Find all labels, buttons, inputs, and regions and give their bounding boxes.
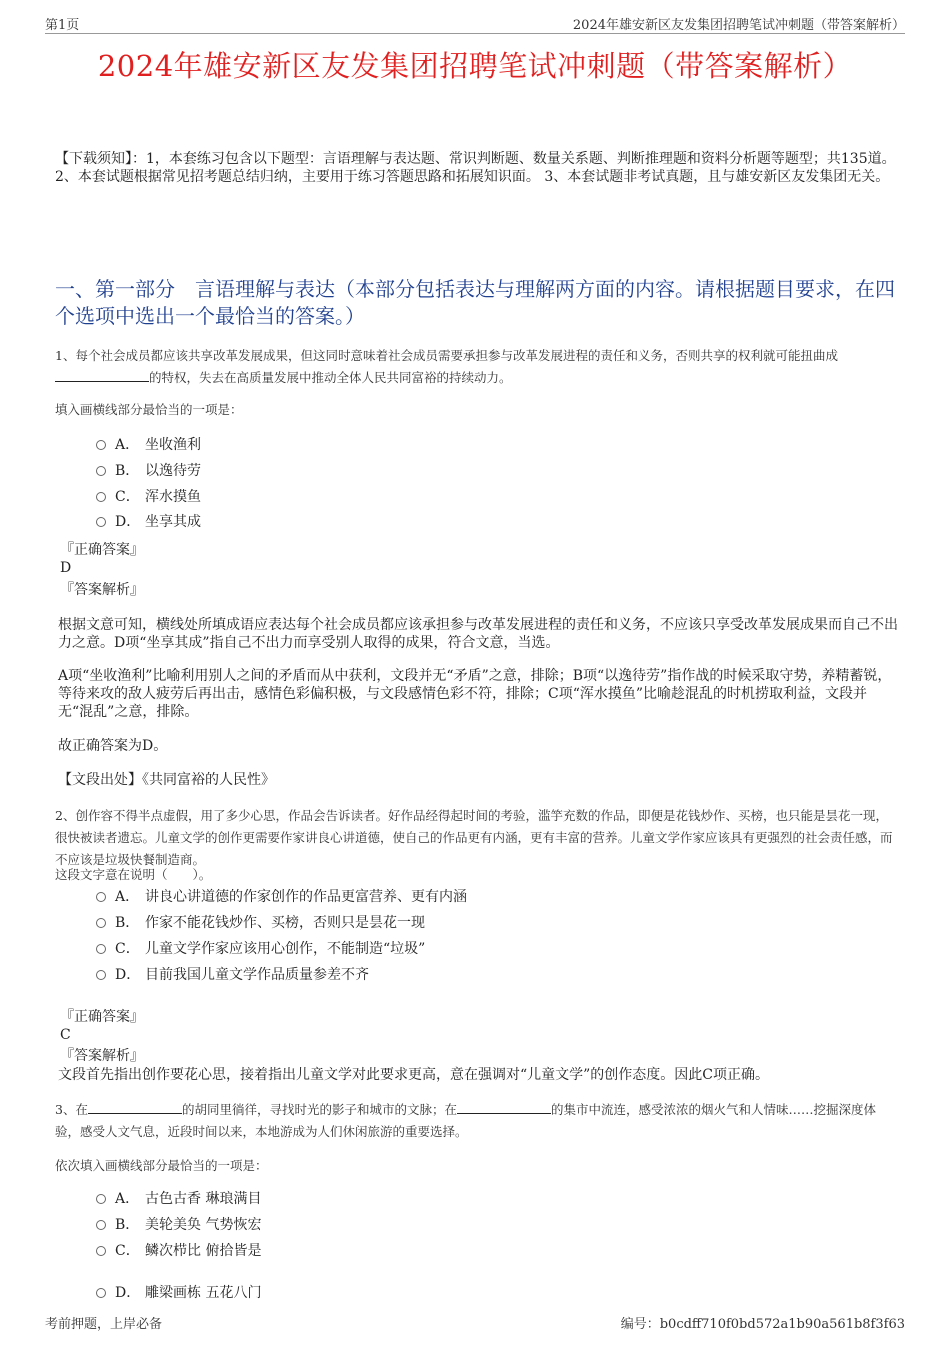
question-3-option-c[interactable] [96, 1241, 261, 1261]
analysis-paragraph: 文段首先指出创作要花心思，接着指出儿童文学对此要求更高，意在强调对“儿童文学”的创作态度。因此C项正确。 [58, 1067, 770, 1083]
question-1-prompt: 填入画横线部分最恰当的一项是： [55, 402, 243, 417]
question-3-option-d[interactable] [96, 1283, 261, 1303]
question-1-stem [55, 345, 900, 389]
question-2-stem: 2、创作容不得半点虚假，用了多少心思，作品会告诉读者。好作品经得起时间的考验，滥竽充数的作品，即便是花钱炒作、买榜，也只能是昙花一现，很快被读者遗忘。儿童文学的创作更需要作家讲良心讲道德，使自己的作品更有内涵，更有丰富的营养。儿童文学作家应该具有更强烈的社会责任感，而不应该是垃圾快餐制造商。 [55, 808, 893, 867]
radio-icon[interactable] [96, 440, 106, 450]
analysis-paragraph: A项“坐收渔利”比喻利用别人之间的矛盾而从中获利，文段并无“矛盾”之意，排除；B项“以逸待劳”指作战的时候采取守势，养精蓄锐，等待来攻的敌人疲劳后再出击，感情色彩偏积极，与文段感情色彩不符，排除；C项“浑水摸鱼”比喻趁混乱的时机捞取利益，文段并无“混乱”之意，排除。 [58, 668, 892, 720]
footer-serial-number: 编号：b0cdff710f0bd572a1b90a561b8f3f63 [620, 1317, 905, 1332]
analysis-label: 『答案解析』 [60, 582, 144, 598]
analysis-conclusion: 故正确答案为D。 [58, 738, 168, 754]
option-label: A． [115, 437, 140, 453]
question-1-option-a[interactable] [96, 435, 201, 455]
question-2-prompt: 这段文字意在说明（ ）。 [55, 867, 212, 882]
radio-icon[interactable] [96, 517, 106, 527]
question-1-option-c[interactable] [96, 487, 201, 507]
correct-answer-label: 『正确答案』 [60, 1009, 144, 1025]
option-label: B． [115, 915, 140, 931]
analysis-label: 『答案解析』 [60, 1048, 144, 1064]
option-text: 雕梁画栋 五花八门 [145, 1285, 262, 1301]
question-1-stem-before: 1、每个社会成员都应该共享改革发展成果，但这同时意味着社会成员需要承担参与改革发展进程的责任和义务，否则共享的权利就可能扭曲成 [55, 348, 838, 363]
question-2-option-d[interactable] [96, 965, 369, 985]
radio-icon[interactable] [96, 892, 106, 902]
option-label: B． [115, 1217, 140, 1233]
source-citation: 【文段出处】《共同富裕的人民性》 [58, 772, 275, 788]
option-label: C． [115, 941, 140, 957]
question-3-option-b[interactable] [96, 1215, 261, 1235]
question-3-stem-part: 的集市中流连，感受浓浓的烟火气和人情味……挖掘深度体验，感受人文气息，近段时间以来，本地游成为人们休闲旅游的重要选择。 [55, 1102, 876, 1139]
correct-answer-value: D [60, 560, 72, 576]
option-text: 讲良心讲道德的作家创作的作品更富营养、更有内涵 [145, 889, 467, 905]
option-label: B． [115, 463, 140, 479]
option-text: 儿童文学作家应该用心创作，不能制造“垃圾” [145, 941, 426, 957]
question-3-stem-part: 3、在 [55, 1102, 88, 1117]
question-2-option-c[interactable] [96, 939, 425, 959]
page-title: 2024年雄安新区友发集团招聘笔试冲刺题（带答案解析） [97, 49, 853, 83]
section-heading: 一、第一部分 言语理解与表达（本部分包括表达与理解两方面的内容。请根据题目要求，在四个选项中选出一个最恰当的答案。） [55, 277, 895, 328]
radio-icon[interactable] [96, 944, 106, 954]
running-title: 2024年雄安新区友发集团招聘笔试冲刺题（带答案解析） [572, 18, 905, 33]
correct-answer-label: 『正确答案』 [60, 542, 144, 558]
option-text: 坐收渔利 [145, 437, 201, 453]
option-label: D． [115, 1285, 141, 1301]
question-3-prompt: 依次填入画横线部分最恰当的一项是： [55, 1158, 268, 1173]
question-1-option-b[interactable] [96, 461, 201, 481]
answer-blank [55, 367, 149, 382]
option-text: 以逸待劳 [145, 463, 201, 479]
analysis-paragraph: 根据文意可知，横线处所填成语应表达每个社会成员都应该承担参与改革发展进程的责任和义务，不应该只享受改革发展成果而自己不出力之意。D项“坐享其成”指自己不出力而享受别人取得的成果，符合文意，当选。 [58, 617, 898, 651]
option-text: 美轮美奂 气势恢宏 [145, 1217, 262, 1233]
radio-icon[interactable] [96, 1220, 106, 1230]
radio-icon[interactable] [96, 1194, 106, 1204]
question-3-stem-part: 的胡同里徜徉，寻找时光的影子和城市的文脉；在 [181, 1102, 457, 1117]
option-text: 古色古香 琳琅满目 [145, 1191, 262, 1207]
option-label: D． [115, 514, 141, 530]
option-text: 坐享其成 [145, 514, 201, 530]
option-text: 浑水摸鱼 [145, 489, 201, 505]
question-3-option-a[interactable] [96, 1189, 261, 1209]
download-notice: 【下载须知】：1，本套练习包含以下题型：言语理解与表达题、常识判断题、数量关系题、判断推理题和资料分析题等题型；共135道。 2、本套试题根据常见招考题总结归纳，主要用于练习答题思路和拓展知识面。 3、本套试题非考试真题，且与雄安新区友发集团无关。 [55, 151, 896, 185]
page-number: 第1页 [45, 18, 80, 33]
option-label: C． [115, 489, 140, 505]
option-label: A． [115, 1191, 140, 1207]
header-divider [45, 33, 905, 34]
radio-icon[interactable] [96, 918, 106, 928]
option-text: 作家不能花钱炒作、买榜，否则只是昙花一现 [145, 915, 425, 931]
radio-icon[interactable] [96, 466, 106, 476]
option-label: C． [115, 1243, 140, 1259]
question-3-stem [55, 1099, 900, 1143]
option-text: 鳞次栉比 俯拾皆是 [145, 1243, 262, 1259]
radio-icon[interactable] [96, 492, 106, 502]
answer-blank [457, 1099, 551, 1114]
option-text: 目前我国儿童文学作品质量参差不齐 [145, 967, 369, 983]
footer-slogan: 考前押题，上岸必备 [45, 1317, 163, 1332]
option-label: A． [115, 889, 140, 905]
question-1-stem-after: 的特权，失去在高质量发展中推动全体人民共同富裕的持续动力。 [149, 370, 512, 385]
question-2-option-a[interactable] [96, 887, 467, 907]
question-1-option-d[interactable] [96, 512, 201, 532]
radio-icon[interactable] [96, 1246, 106, 1256]
radio-icon[interactable] [96, 1288, 106, 1298]
radio-icon[interactable] [96, 970, 106, 980]
answer-blank [88, 1099, 182, 1114]
correct-answer-value: C [60, 1027, 71, 1043]
option-label: D． [115, 967, 141, 983]
question-2-option-b[interactable] [96, 913, 425, 933]
